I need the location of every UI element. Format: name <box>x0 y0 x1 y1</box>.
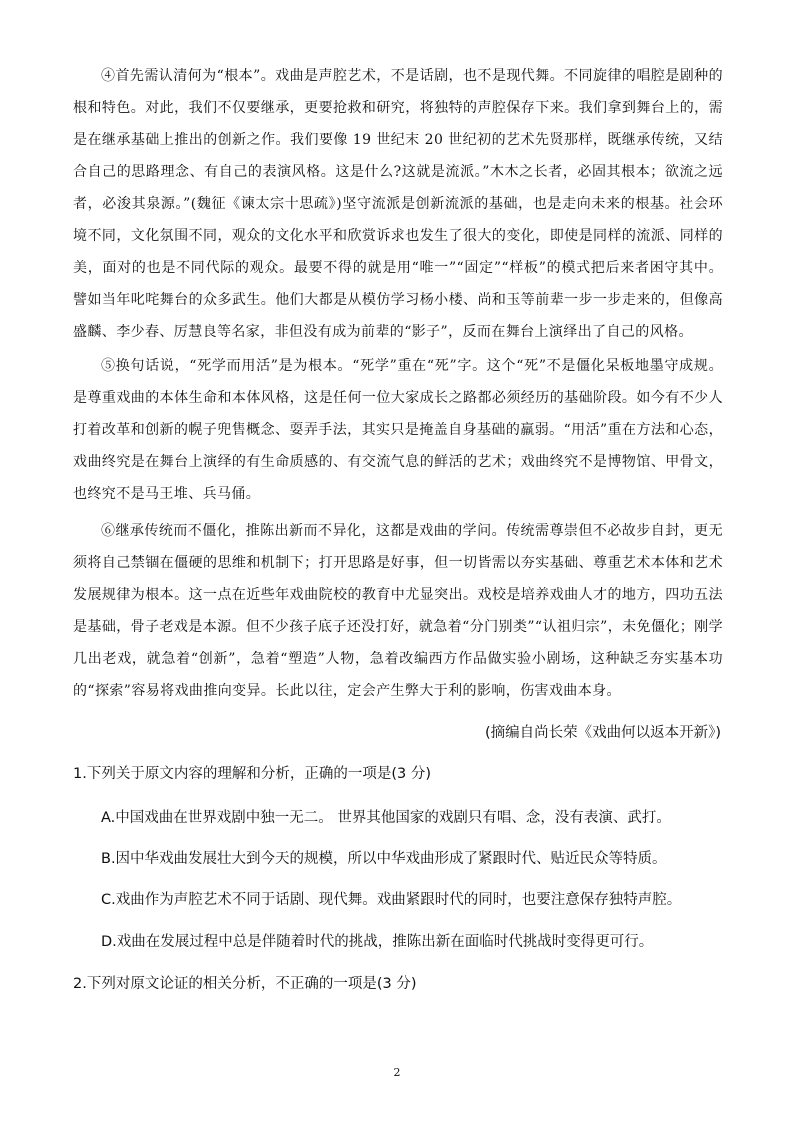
page-number: 2 <box>393 1066 401 1079</box>
question-1-option-d: D.戏曲在发展过程中总是伴随着时代的挑战，推陈出新在面临时代挑战时变得更可行。 <box>101 934 654 950</box>
passage-paragraph-5: ⑤换句话说，“死学而用活”是为根本。“死学”重在“死”字。这个“死”不是僵化呆板地墨守成规。是尊重戏曲的本体生命和本体风格，这是任何一位大家成长之路都必须经历的基础阶段。如今有不少人打着改革和创新的幌子兜售概念、耍弄手法，其实只是掩盖自身基础的羸弱。“用活”重在方法和心态，戏曲终究是在舞台上演绎的有生命质感的、有交流气息的鲜活的艺术；戏曲终究不是博物馆、甲骨文，也终究不是马王堆、兵马俑。 <box>73 358 723 502</box>
passage-source: (摘编自尚长荣《戏曲何以返本开新》) <box>484 725 721 741</box>
passage-paragraph-6: ⑥继承传统而不僵化，推陈出新而不异化，这都是戏曲的学问。传统需尊崇但不必故步自封，更无须将自己禁锢在僵硬的思维和机制下；打开思路是好事，但一切皆需以夯实基础、尊重艺术本体和艺术发展规律为根本。这一点在近些年戏曲院校的教育中尤显突出。戏校是培养戏曲人才的地方，四功五法是基础，骨子老戏是本源。但不少孩子底子还没打好，就急着“分门别类”“认祖归宗”，未免僵化；刚学几出老戏，就急着“创新”，急着“塑造”人物，急着改编西方作品做实验小剧场，这种缺乏夯实基本功的“探索”容易将戏曲推向变异。长此以往，定会产生弊大于利的影响，伤害戏曲本身。 <box>73 523 723 699</box>
question-1-option-a: A.中国戏曲在世界戏剧中独一无二。 世界其他国家的戏剧只有唱、念，没有表演、武打。 <box>101 810 671 826</box>
passage-paragraph-4: ④首先需认清何为“根本”。戏曲是声腔艺术，不是话剧，也不是现代舞。不同旋律的唱腔是剧种的根和特色。对此，我们不仅要继承，更要抢救和研究，将独特的声腔保存下来。我们拿到舞台上的，需是在继承基础上推出的创新之作。我们要像 19 世纪末 20 世纪初的艺术先贤那样，既继承传统，又结合自己的思路理念、有自己的表演风格。这是什么?这就是流派。”木木之长者，必固其根本；欲流之远者，必浚其泉源。”(魏征《谏太宗十思疏》)坚守流派是创新流派的基础，也是走向未来的根基。社会环境不同，文化氛围不同，观众的文化水平和欣赏诉求也发生了很大的变化，即使是同样的流派、同样的美，面对的也是不同代际的观众。最要不得的就是用“唯一”“固定”“样板”的模式把后来者困守其中。譬如当年叱咤舞台的众多武生。他们大都是从模仿学习杨小楼、尚和玉等前辈一步一步走来的，但像高盛麟、李少春、厉慧良等名家，非但没有成为前辈的“影子”，反而在舞台上演绎出了自己的风格。 <box>73 68 723 340</box>
question-1-option-b: B.因中华戏曲发展壮大到今天的规模，所以中华戏曲形成了紧跟时代、贴近民众等特质。 <box>101 851 667 867</box>
question-1-option-c: C.戏曲作为声腔艺术不同于话剧、现代舞。戏曲紧跟时代的同时，也要注意保存独特声腔。 <box>101 892 682 908</box>
question-1: 1.下列关于原文内容的理解和分析，正确的一项是(3 分) <box>73 766 431 782</box>
question-2: 2.下列对原文论证的相关分析，不正确的一项是(3 分) <box>73 976 417 992</box>
